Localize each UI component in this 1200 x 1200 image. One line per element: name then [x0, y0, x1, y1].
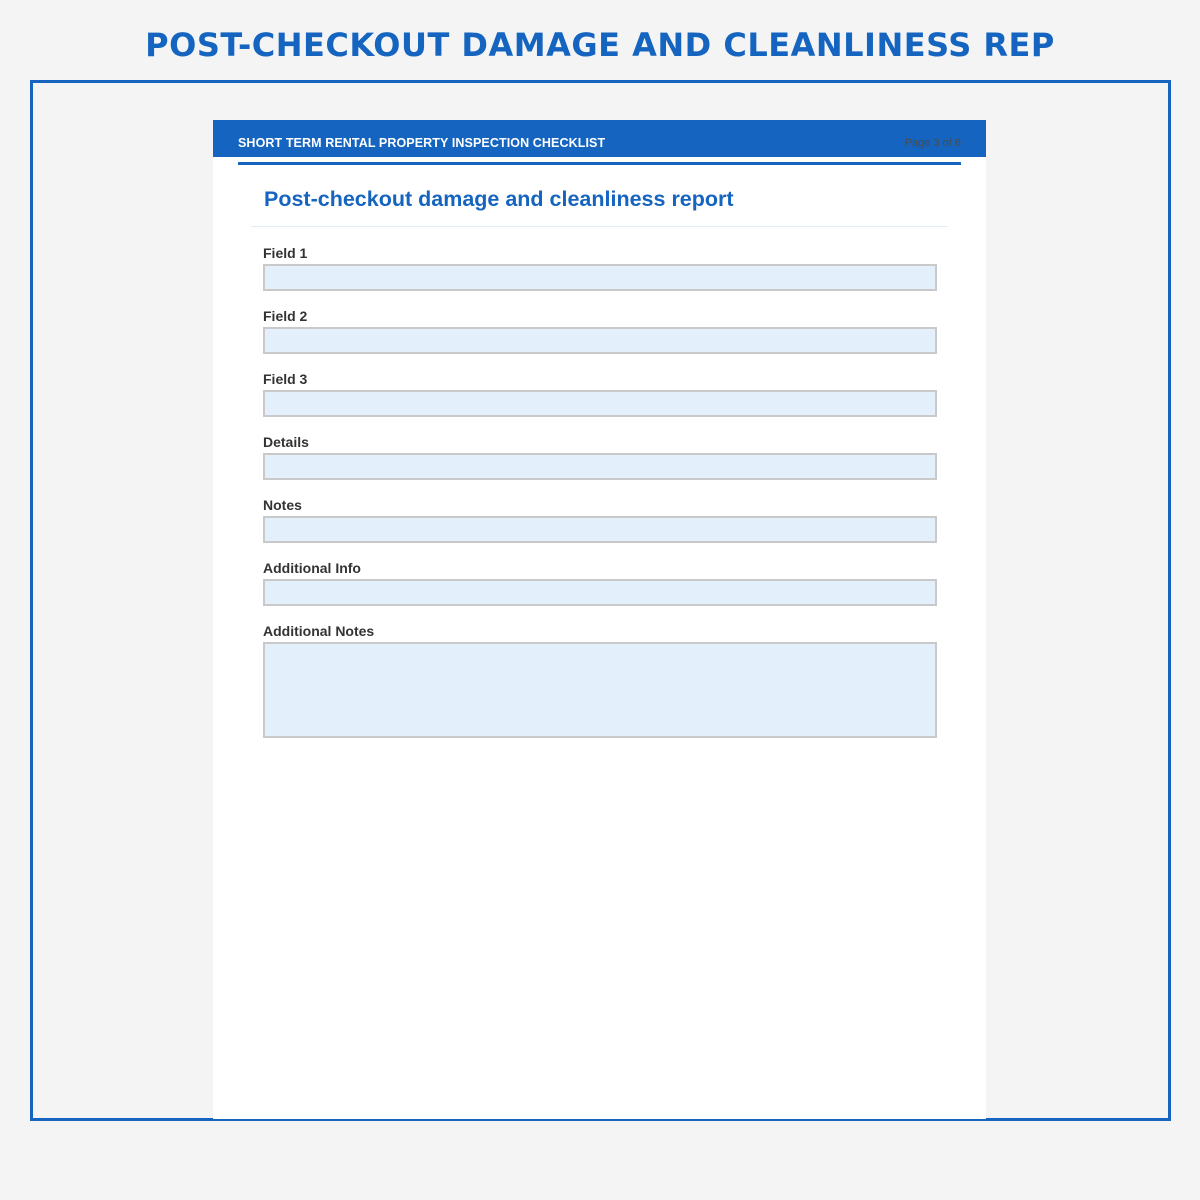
form-field-additional-notes — [263, 623, 937, 738]
form-fields — [263, 245, 937, 755]
form-field-field-2 — [263, 308, 937, 354]
field-2-input[interactable] — [263, 327, 937, 354]
field-3-input[interactable] — [263, 390, 937, 417]
form-field-additional-info — [263, 560, 937, 606]
document-page — [213, 120, 986, 1119]
form-field-details — [263, 434, 937, 480]
field-1-input[interactable] — [263, 264, 937, 291]
form-field-field-3 — [263, 371, 937, 417]
header-divider — [238, 162, 961, 165]
additional-info-input[interactable] — [263, 579, 937, 606]
section-title: Post-checkout damage and cleanliness report — [264, 187, 734, 211]
field-label: Additional Notes — [263, 623, 375, 639]
field-label: Field 1 — [263, 245, 308, 261]
field-label: Field 2 — [263, 308, 308, 324]
form-field-field-1 — [263, 245, 937, 291]
field-label: Notes — [263, 497, 302, 513]
notes-input[interactable] — [263, 516, 937, 543]
banner-title: POST-CHECKOUT DAMAGE AND CLEANLINESS REP — [145, 26, 1055, 64]
section-divider — [251, 226, 948, 227]
field-label: Details — [263, 434, 309, 450]
document-header — [213, 120, 986, 157]
details-input[interactable] — [263, 453, 937, 480]
field-label: Additional Info — [263, 560, 361, 576]
page-indicator: Page 3 of 6 — [904, 137, 961, 149]
field-label: Field 3 — [263, 371, 308, 387]
document-header-title: SHORT TERM RENTAL PROPERTY INSPECTION CHECKLIST — [238, 136, 606, 150]
form-field-notes — [263, 497, 937, 543]
additional-notes-textarea[interactable] — [263, 642, 937, 738]
